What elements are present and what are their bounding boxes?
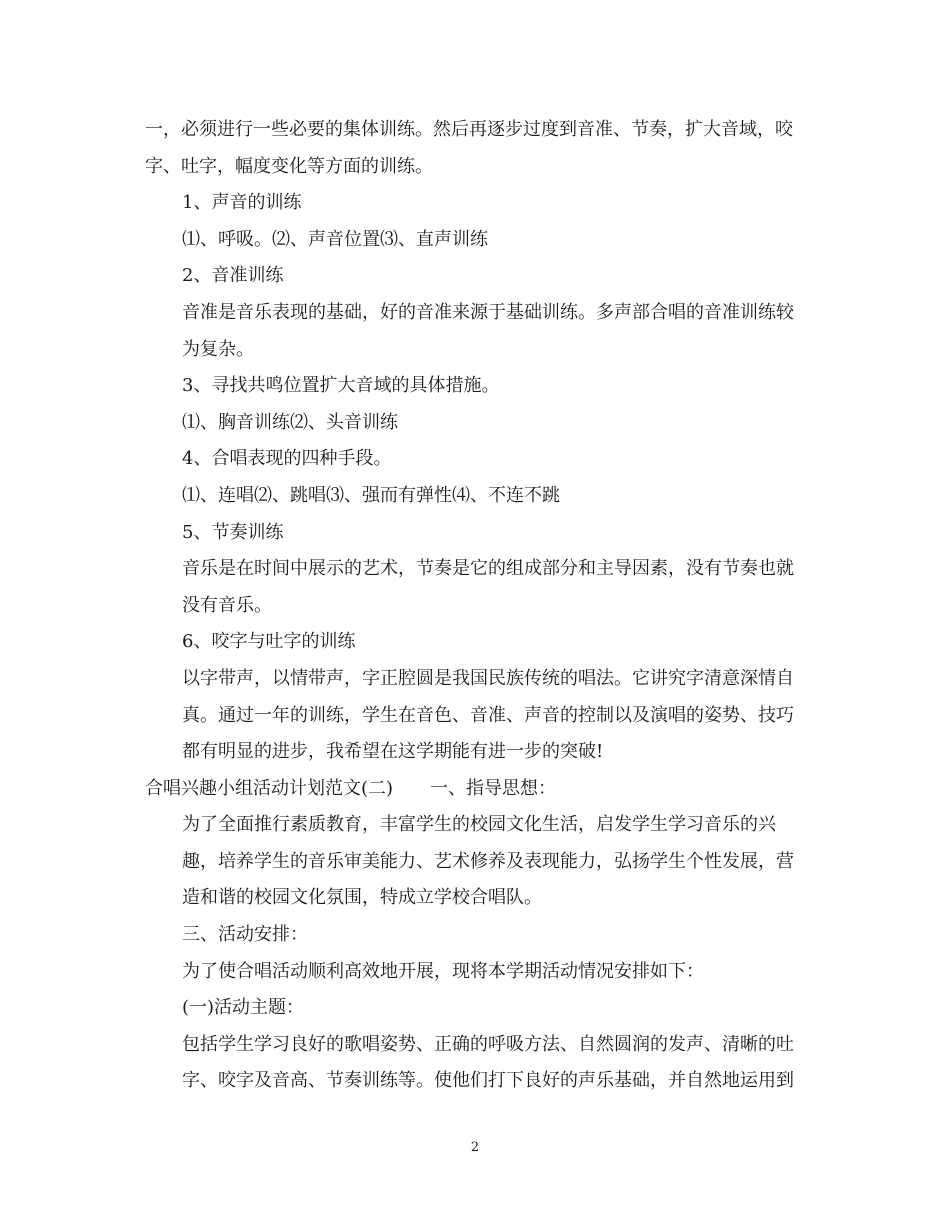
heading-rhythm-training: 5、节奏训练 bbox=[182, 521, 284, 543]
heading-voice-training: 1、声音的训练 bbox=[182, 192, 302, 214]
paragraphs-block-2 bbox=[145, 807, 805, 1100]
paragraph-pitch: 音准是音乐表现的基础，好的音准来源于基础训练。多声部合唱的音准训练较为复杂。 bbox=[182, 301, 794, 360]
paragraph-voice-items: ⑴、呼吸。⑵、声音位置⑶、直声训练 bbox=[182, 228, 488, 250]
page-number: 2 bbox=[470, 1140, 480, 1155]
paragraph-rhythm: 音乐是在时间中展示的艺术，节奏是它的组成部分和主导因素，没有节奏也就没有音乐。 bbox=[182, 558, 794, 616]
paragraph-arrangement-intro: 为了使合唱活动顺利高效地开展，现将本学期活动情况安排如下： bbox=[182, 960, 704, 982]
heading-four-means: 4、合唱表现的四种手段。 bbox=[182, 448, 392, 470]
paragraph-resonance-items: ⑴、胸音训练⑵、头音训练 bbox=[182, 411, 398, 433]
heading-resonance: 3、寻找共鸣位置扩大音域的具体措施。 bbox=[182, 375, 500, 397]
heading-activity-arrangement: 三、活动安排： bbox=[182, 924, 308, 946]
section-title-row bbox=[145, 771, 805, 808]
paragraph-guiding-thought: 为了全面推行素质教育，丰富学生的校园文化生活，启发学生学习音乐的兴趣，培养学生的音乐审美能力、艺术修养及表现能力，弘扬学生个性发展，营造和谐的校园文化氛围，特成立学校合唱队。 bbox=[182, 814, 794, 909]
paragraph-four-means-items: ⑴、连唱⑵、跳唱⑶、强而有弹性⑷、不连不跳 bbox=[182, 484, 560, 506]
heading-pitch-training: 2、音准训练 bbox=[182, 265, 284, 287]
section-first-heading: 一、指导思想： bbox=[430, 777, 557, 799]
paragraphs-block-1 bbox=[145, 112, 805, 771]
paragraph-diction: 以字带声，以情带声，字正腔圆是我国民族传统的唱法。它讲究字清意深情自真。通过一年的训练，学生在音色、音准、声音的控制以及演唱的姿势、技巧都有明显的进步，我希望在这学期能有进一步的突破! bbox=[182, 667, 794, 763]
heading-activity-theme: (一)活动主题： bbox=[182, 997, 305, 1019]
heading-diction-training: 6、咬字与吐字的训练 bbox=[182, 631, 356, 653]
paragraph-activity-theme: 包括学生学习良好的歌唱姿势、正确的呼吸方法、自然圆润的发声、清晰的吐字、咬字及音高、节奏训练等。使他们打下良好的声乐基础，并自然地运用到 bbox=[182, 1033, 794, 1092]
paragraph-1: 一，必须进行一些必要的集体训练。然后再逐步过度到音准、节奏，扩大音域，咬字、吐字，幅度变化等方面的训练。 bbox=[145, 119, 793, 177]
section-title: 合唱兴趣小组活动计划范文(二) bbox=[145, 777, 394, 799]
